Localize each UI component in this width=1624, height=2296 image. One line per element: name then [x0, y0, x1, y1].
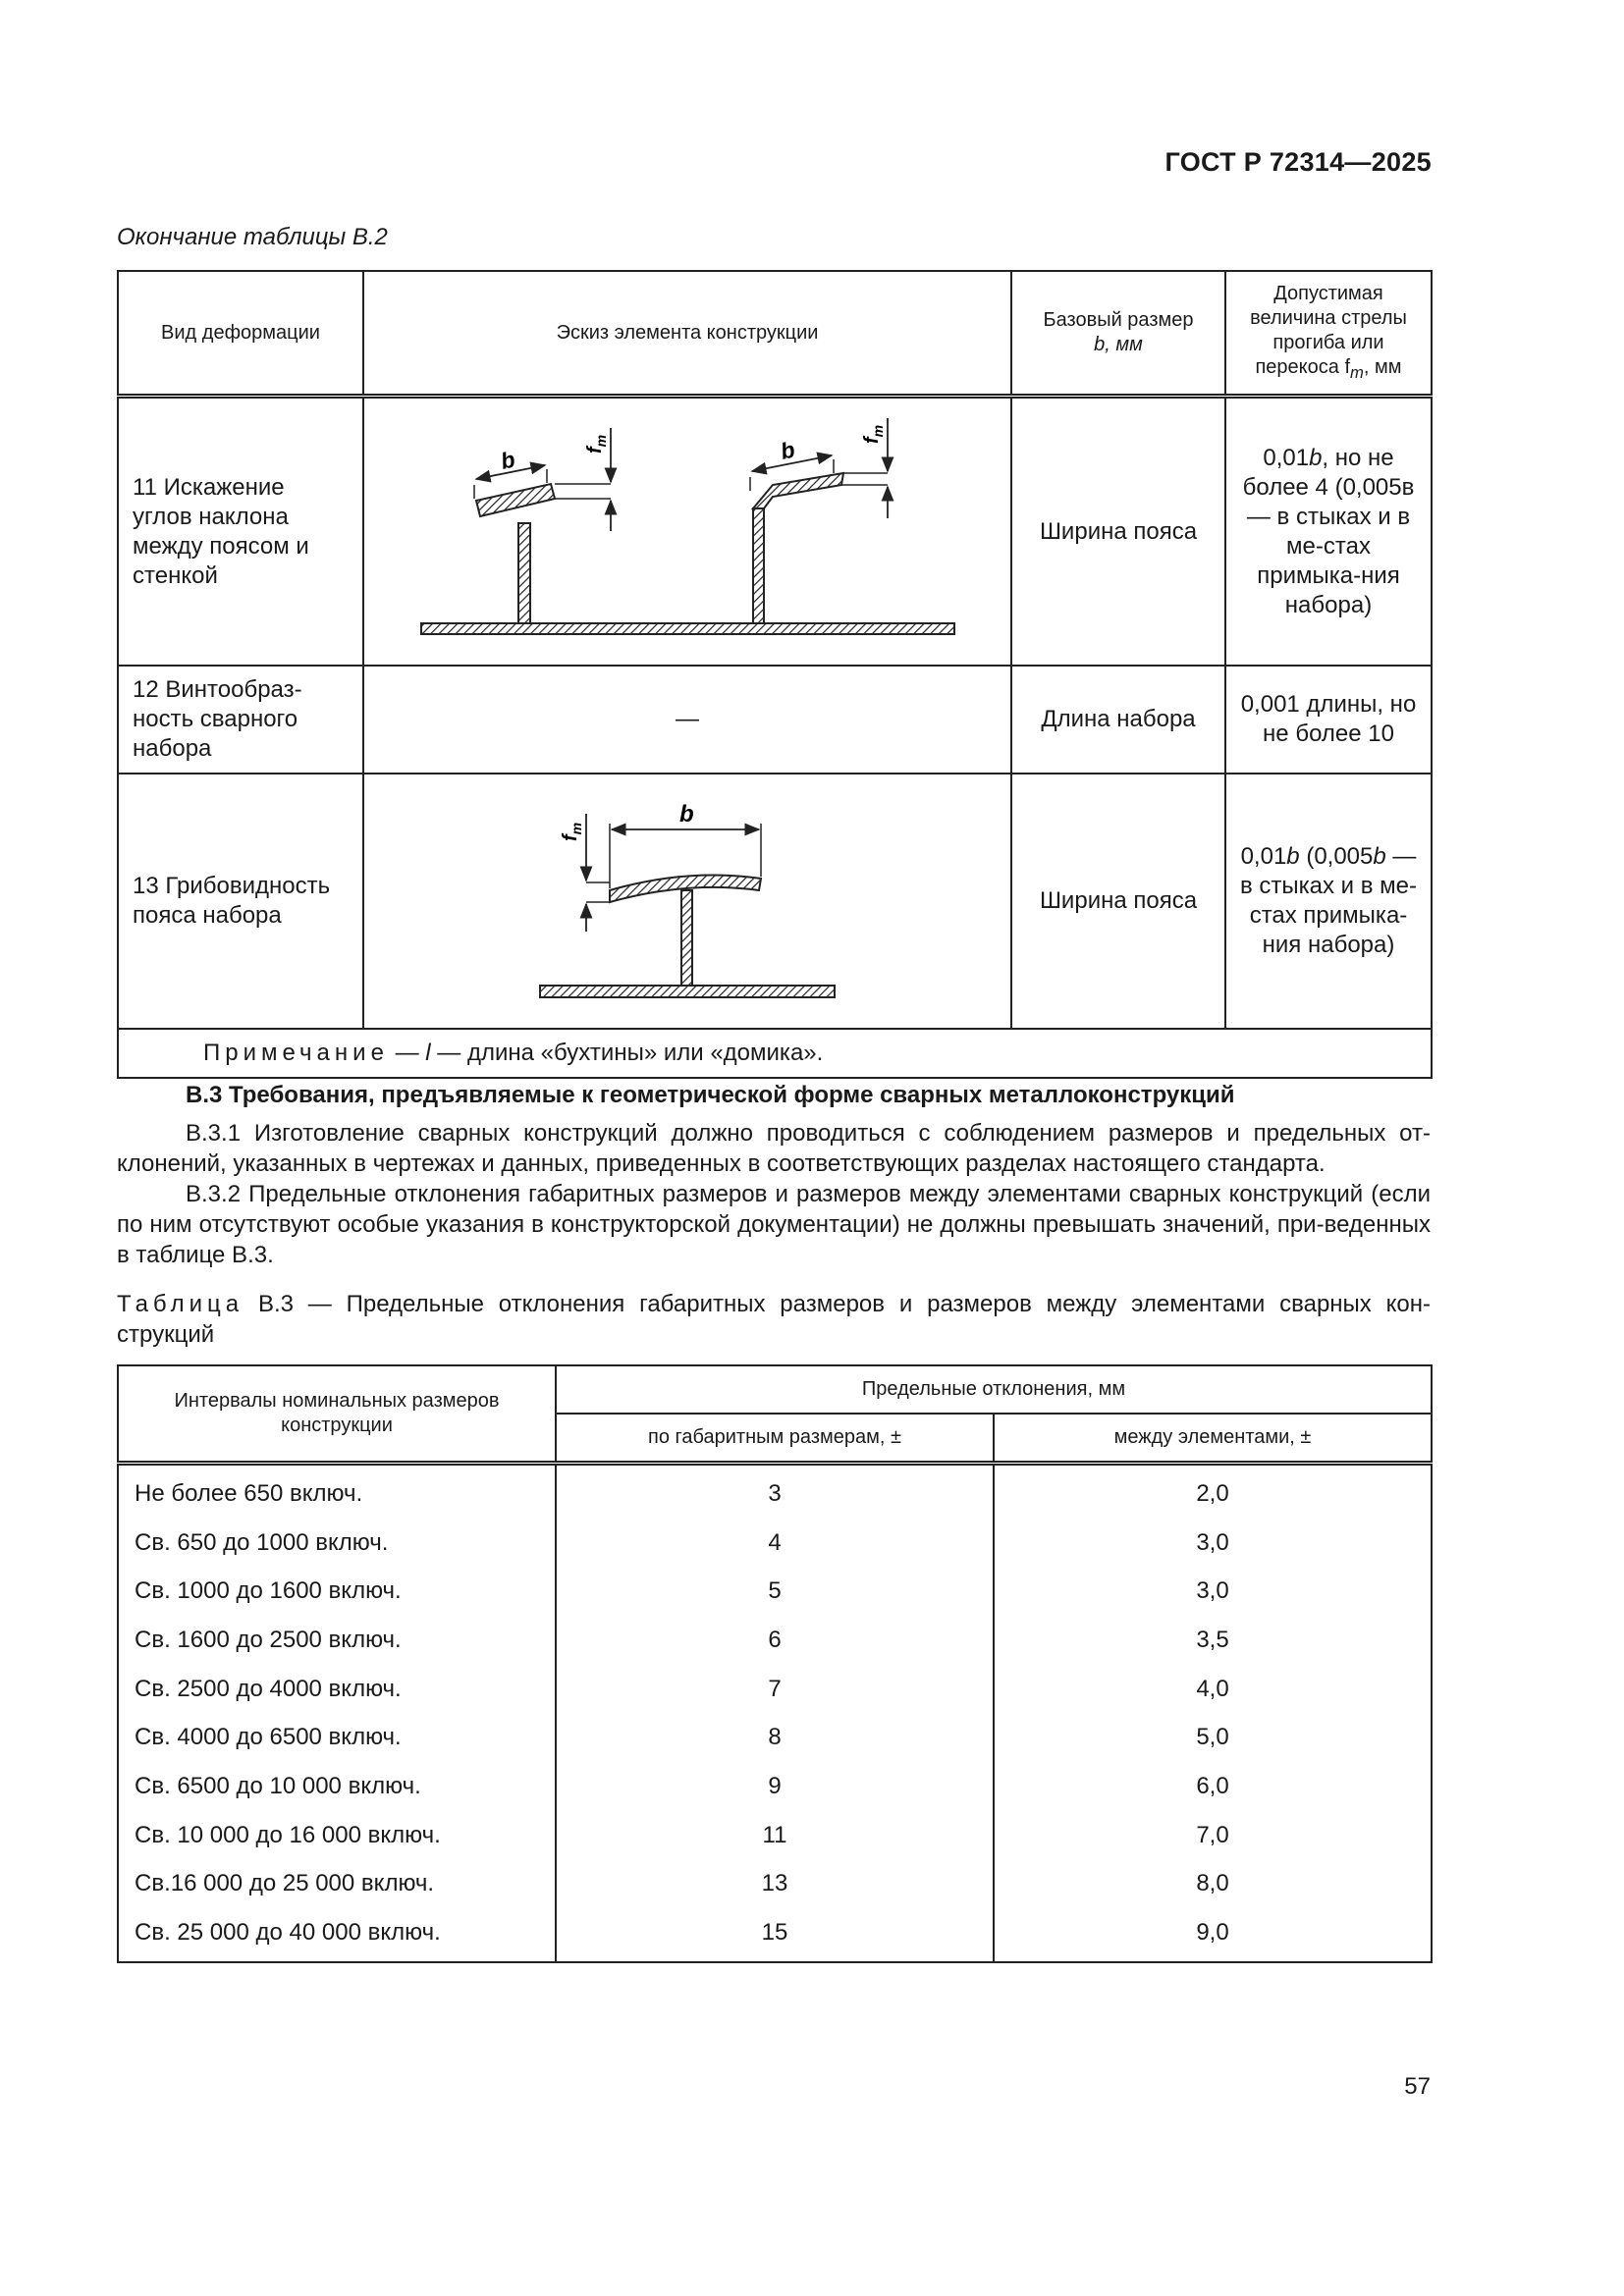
interval-cell: Св. 1600 до 2500 включ. — [118, 1616, 556, 1665]
sketch-mushroom-flange — [365, 774, 1009, 1021]
allowed-sub: m — [1350, 362, 1364, 382]
page-number: 57 — [1404, 2073, 1431, 2100]
table-b2 — [117, 270, 1433, 1079]
interval-cell: Св.16 000 до 25 000 включ. — [118, 1860, 556, 1909]
paragraph-b3-1: В.3.1 Изготовление сварных конструкций должно проводиться с соблюдением размеров и предельных от-клонений, указанных в чертежах и данных, приведенных в соответствующих разделах настоящего стандарта. — [117, 1120, 1431, 1177]
interval-cell: Св. 4000 до 6500 включ. — [118, 1713, 556, 1762]
row-13-value: 0,01b (0,005b — в стыках и в ме-стах примыка-ния набора) — [1225, 774, 1432, 1029]
col-header-sketch: Эскиз элемента конструкции — [363, 271, 1011, 397]
row-13-name: 13 Грибовидность пояса набора — [118, 774, 363, 1029]
dim-label-b: b — [679, 801, 694, 828]
between-cell: 7,0 — [994, 1811, 1432, 1860]
svg-text:fm: $f_m$ — [584, 434, 609, 454]
table-row — [118, 1616, 1432, 1665]
section-b3-title: В.3 Требования, предъявляемые к геометрической форме сварных металлоконструкций — [186, 1082, 1235, 1108]
between-cell: 3,0 — [994, 1567, 1432, 1616]
col-header-allowed — [1225, 271, 1432, 397]
dim-label-b-left: b — [498, 446, 517, 474]
allowed-line-2: величина стрелы — [1250, 306, 1407, 329]
interval-cell: Св. 10 000 до 16 000 включ. — [118, 1811, 556, 1860]
allowed-line-3: прогиба или — [1272, 331, 1384, 353]
allowed-line-1: Допустимая — [1273, 282, 1383, 304]
dim-label-fm-left — [584, 435, 609, 454]
col-header-base-size — [1011, 271, 1225, 397]
standard-designation: ГОСТ Р 72314—2025 — [1164, 147, 1432, 177]
between-cell: 3,5 — [994, 1616, 1432, 1665]
right-tee — [750, 418, 888, 623]
row-12-sketch: — — [363, 666, 1011, 774]
table-row — [118, 666, 1432, 774]
caption-text: В.3 — Предельные отклонения габаритных размеров и размеров между элементами сварных кон-струкций — [117, 1291, 1431, 1348]
col-header-deformation: Вид деформации — [118, 271, 363, 397]
base-size-label: Базовый размер — [1043, 309, 1194, 331]
col-header-overall: по габаритным размерам, ± — [556, 1414, 994, 1464]
table-row — [118, 397, 1432, 667]
interval-cell: Св. 25 000 до 40 000 включ. — [118, 1908, 556, 1962]
row-11-value: 0,01b, но не более 4 (0,005в — в стыках и в ме-стах примыка-ния набора) — [1225, 397, 1432, 667]
table-row — [118, 1567, 1432, 1616]
row-12-base: Длина набора — [1011, 666, 1225, 774]
overall-cell: 8 — [556, 1713, 994, 1762]
table-b3 — [117, 1364, 1433, 1963]
between-cell: 5,0 — [994, 1713, 1432, 1762]
table-row — [118, 1713, 1432, 1762]
table-row — [118, 1762, 1432, 1811]
table-b3-body — [118, 1464, 1432, 1962]
interval-cell: Не более 650 включ. — [118, 1464, 556, 1519]
allowed-unit: , мм — [1363, 355, 1402, 378]
row-11-sketch — [363, 397, 1011, 667]
base-plate — [540, 986, 835, 997]
svg-text:fm: $f_m$ — [560, 822, 584, 841]
between-cell: 2,0 — [994, 1464, 1432, 1519]
overall-cell: 3 — [556, 1464, 994, 1519]
col-header-interval: Интервалы номинальных размеров конструкции — [118, 1365, 556, 1464]
allowed-line-4: перекоса f — [1255, 355, 1351, 378]
overall-cell: 13 — [556, 1860, 994, 1909]
overall-cell: 11 — [556, 1811, 994, 1860]
dim-label-fm — [560, 823, 584, 841]
table-row — [118, 1464, 1432, 1519]
svg-text:fm: $f_m$ — [861, 424, 886, 444]
row-12-name: 12 Винтообраз-ность сварного набора — [118, 666, 363, 774]
table-b2-header-row — [118, 271, 1432, 397]
overall-cell: 9 — [556, 1762, 994, 1811]
overall-cell: 4 — [556, 1519, 994, 1568]
overall-cell: 7 — [556, 1665, 994, 1714]
overall-cell: 5 — [556, 1567, 994, 1616]
table-b2-note-row — [118, 1029, 1432, 1078]
col-header-between: между элементами, ± — [994, 1414, 1432, 1464]
row-11-name: 11 Искажение углов наклона между поясом и стенкой — [118, 397, 363, 667]
interval-cell: Св. 6500 до 10 000 включ. — [118, 1762, 556, 1811]
table-row — [118, 1519, 1432, 1568]
paragraph-b3-2: В.3.2 Предельные отклонения габаритных размеров и размеров между элементами сварных конструкций (если по ним отсутствуют особые указания в конструкторской документации) не должны превышать значений, при-веденных в таблице В.3. — [117, 1181, 1431, 1268]
table-row — [118, 1811, 1432, 1860]
between-cell: 8,0 — [994, 1860, 1432, 1909]
table-b2-note: Примечание — l — длина «бухтины» или «домика». — [118, 1029, 1432, 1078]
between-cell: 9,0 — [994, 1908, 1432, 1962]
caption-word: Таблица — [117, 1291, 244, 1317]
dim-label-fm-right — [861, 425, 886, 444]
table-row — [118, 774, 1432, 1029]
between-cell: 3,0 — [994, 1519, 1432, 1568]
table-continuation-label: Окончание таблицы В.2 — [117, 224, 388, 250]
base-plate — [421, 623, 954, 634]
table-row — [118, 1908, 1432, 1962]
left-tee — [474, 428, 611, 623]
web — [681, 890, 692, 986]
sketch-flange-angle — [365, 399, 1009, 658]
overall-cell: 15 — [556, 1908, 994, 1962]
interval-cell: Св. 1000 до 1600 включ. — [118, 1567, 556, 1616]
between-cell: 4,0 — [994, 1665, 1432, 1714]
row-11-base: Ширина пояса — [1011, 397, 1225, 667]
interval-cell: Св. 650 до 1000 включ. — [118, 1519, 556, 1568]
between-cell: 6,0 — [994, 1762, 1432, 1811]
table-row — [118, 1665, 1432, 1714]
base-size-unit: b, мм — [1094, 334, 1143, 355]
interval-cell: Св. 2500 до 4000 включ. — [118, 1665, 556, 1714]
row-13-sketch — [363, 774, 1011, 1029]
table-row — [118, 1860, 1432, 1909]
row-13-base: Ширина пояса — [1011, 774, 1225, 1029]
dim-label-b-right: b — [778, 436, 797, 464]
col-header-limits: Предельные отклонения, мм — [556, 1365, 1432, 1414]
row-12-value: 0,001 длины, но не более 10 — [1225, 666, 1432, 774]
overall-cell: 6 — [556, 1616, 994, 1665]
note-prefix: Примечание — [203, 1040, 389, 1066]
table-b3-caption — [117, 1289, 1431, 1350]
